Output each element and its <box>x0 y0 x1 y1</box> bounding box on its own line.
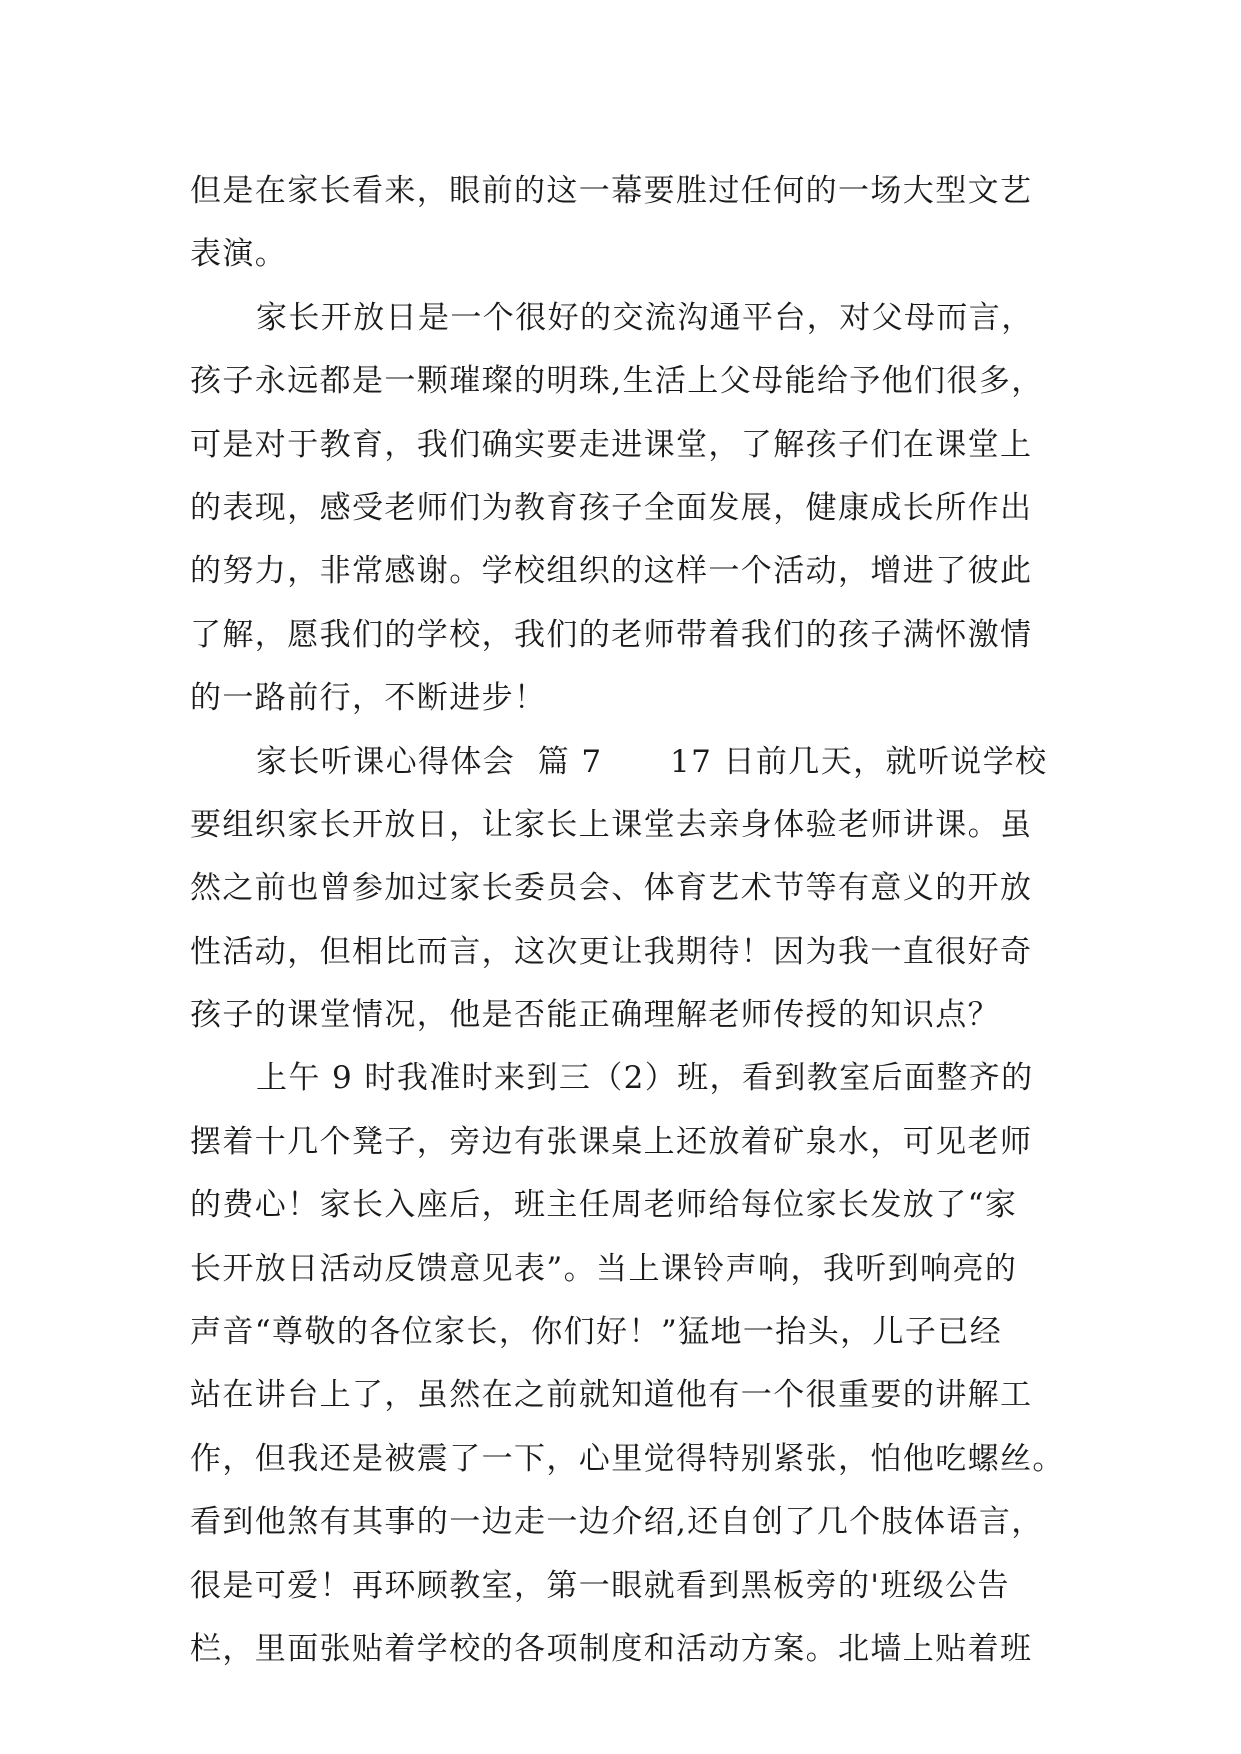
text-line: 可是对于教育，我们确实要走进课堂，了解孩子们在课堂上 <box>190 426 1033 463</box>
text-line: 看到他煞有其事的一边走一边介绍,还自创了几个肢体语言， <box>190 1504 1044 1541</box>
text-line: 作，但我还是被震了一下，心里觉得特别紧张，怕他吃螺丝。 <box>190 1440 1065 1477</box>
text-line: 的一路前行，不断进步！ <box>190 680 547 717</box>
text-line: 摆着十几个凳子，旁边有张课桌上还放着矿泉水，可见老师 <box>190 1123 1033 1160</box>
text-line: 孩子永远都是一颗璀璨的明珠,生活上父母能给予他们很多， <box>190 363 1044 400</box>
text-line: 的表现，感受老师们为教育孩子全面发展，健康成长所作出 <box>190 489 1033 526</box>
paragraph-start-line: 家长听课心得体会 篇 7 17 日前几天，就听说学校 <box>256 743 1048 780</box>
text-line: 然之前也曾参加过家长委员会、体育艺术节等有意义的开放 <box>190 870 1033 907</box>
text-line: 要组织家长开放日，让家长上课堂去亲身体验老师讲课。虽 <box>190 806 1033 843</box>
text-line: 孩子的课堂情况，他是否能正确理解老师传授的知识点？ <box>190 997 1000 1034</box>
text-line: 的费心！家长入座后，班主任周老师给每位家长发放了“家 <box>190 1187 1018 1224</box>
text-line: 的努力，非常感谢。学校组织的这样一个活动，增进了彼此 <box>190 553 1033 590</box>
text-line: 栏，里面张贴着学校的各项制度和活动方案。北墙上贴着班 <box>190 1630 1033 1667</box>
text-line: 很是可爱！再环顾教室，第一眼就看到黑板旁的'班级公告 <box>190 1567 1010 1604</box>
paragraph-start-line: 上午 9 时我准时来到三（2）班，看到教室后面整齐的 <box>256 1060 1034 1097</box>
text-line: 了解，愿我们的学校，我们的老师带着我们的孩子满怀激情 <box>190 616 1033 653</box>
text-line: 站在讲台上了，虽然在之前就知道他有一个很重要的讲解工 <box>190 1377 1033 1414</box>
text-line: 声音“尊敬的各位家长，你们好！”猛地一抬头，儿子已经 <box>190 1314 1003 1351</box>
text-line: 但是在家长看来，眼前的这一幕要胜过任何的一场大型文艺 <box>190 173 1033 209</box>
paragraph-start-line: 家长开放日是一个很好的交流沟通平台，对父母而言， <box>256 299 1034 336</box>
text-line: 表演。 <box>190 236 288 273</box>
document-body <box>190 160 1070 1681</box>
text-line: 长开放日活动反馈意见表”。当上课铃声响，我听到响亮的 <box>190 1250 1018 1287</box>
text-line: 性活动，但相比而言，这次更让我期待！因为我一直很好奇 <box>190 933 1033 970</box>
